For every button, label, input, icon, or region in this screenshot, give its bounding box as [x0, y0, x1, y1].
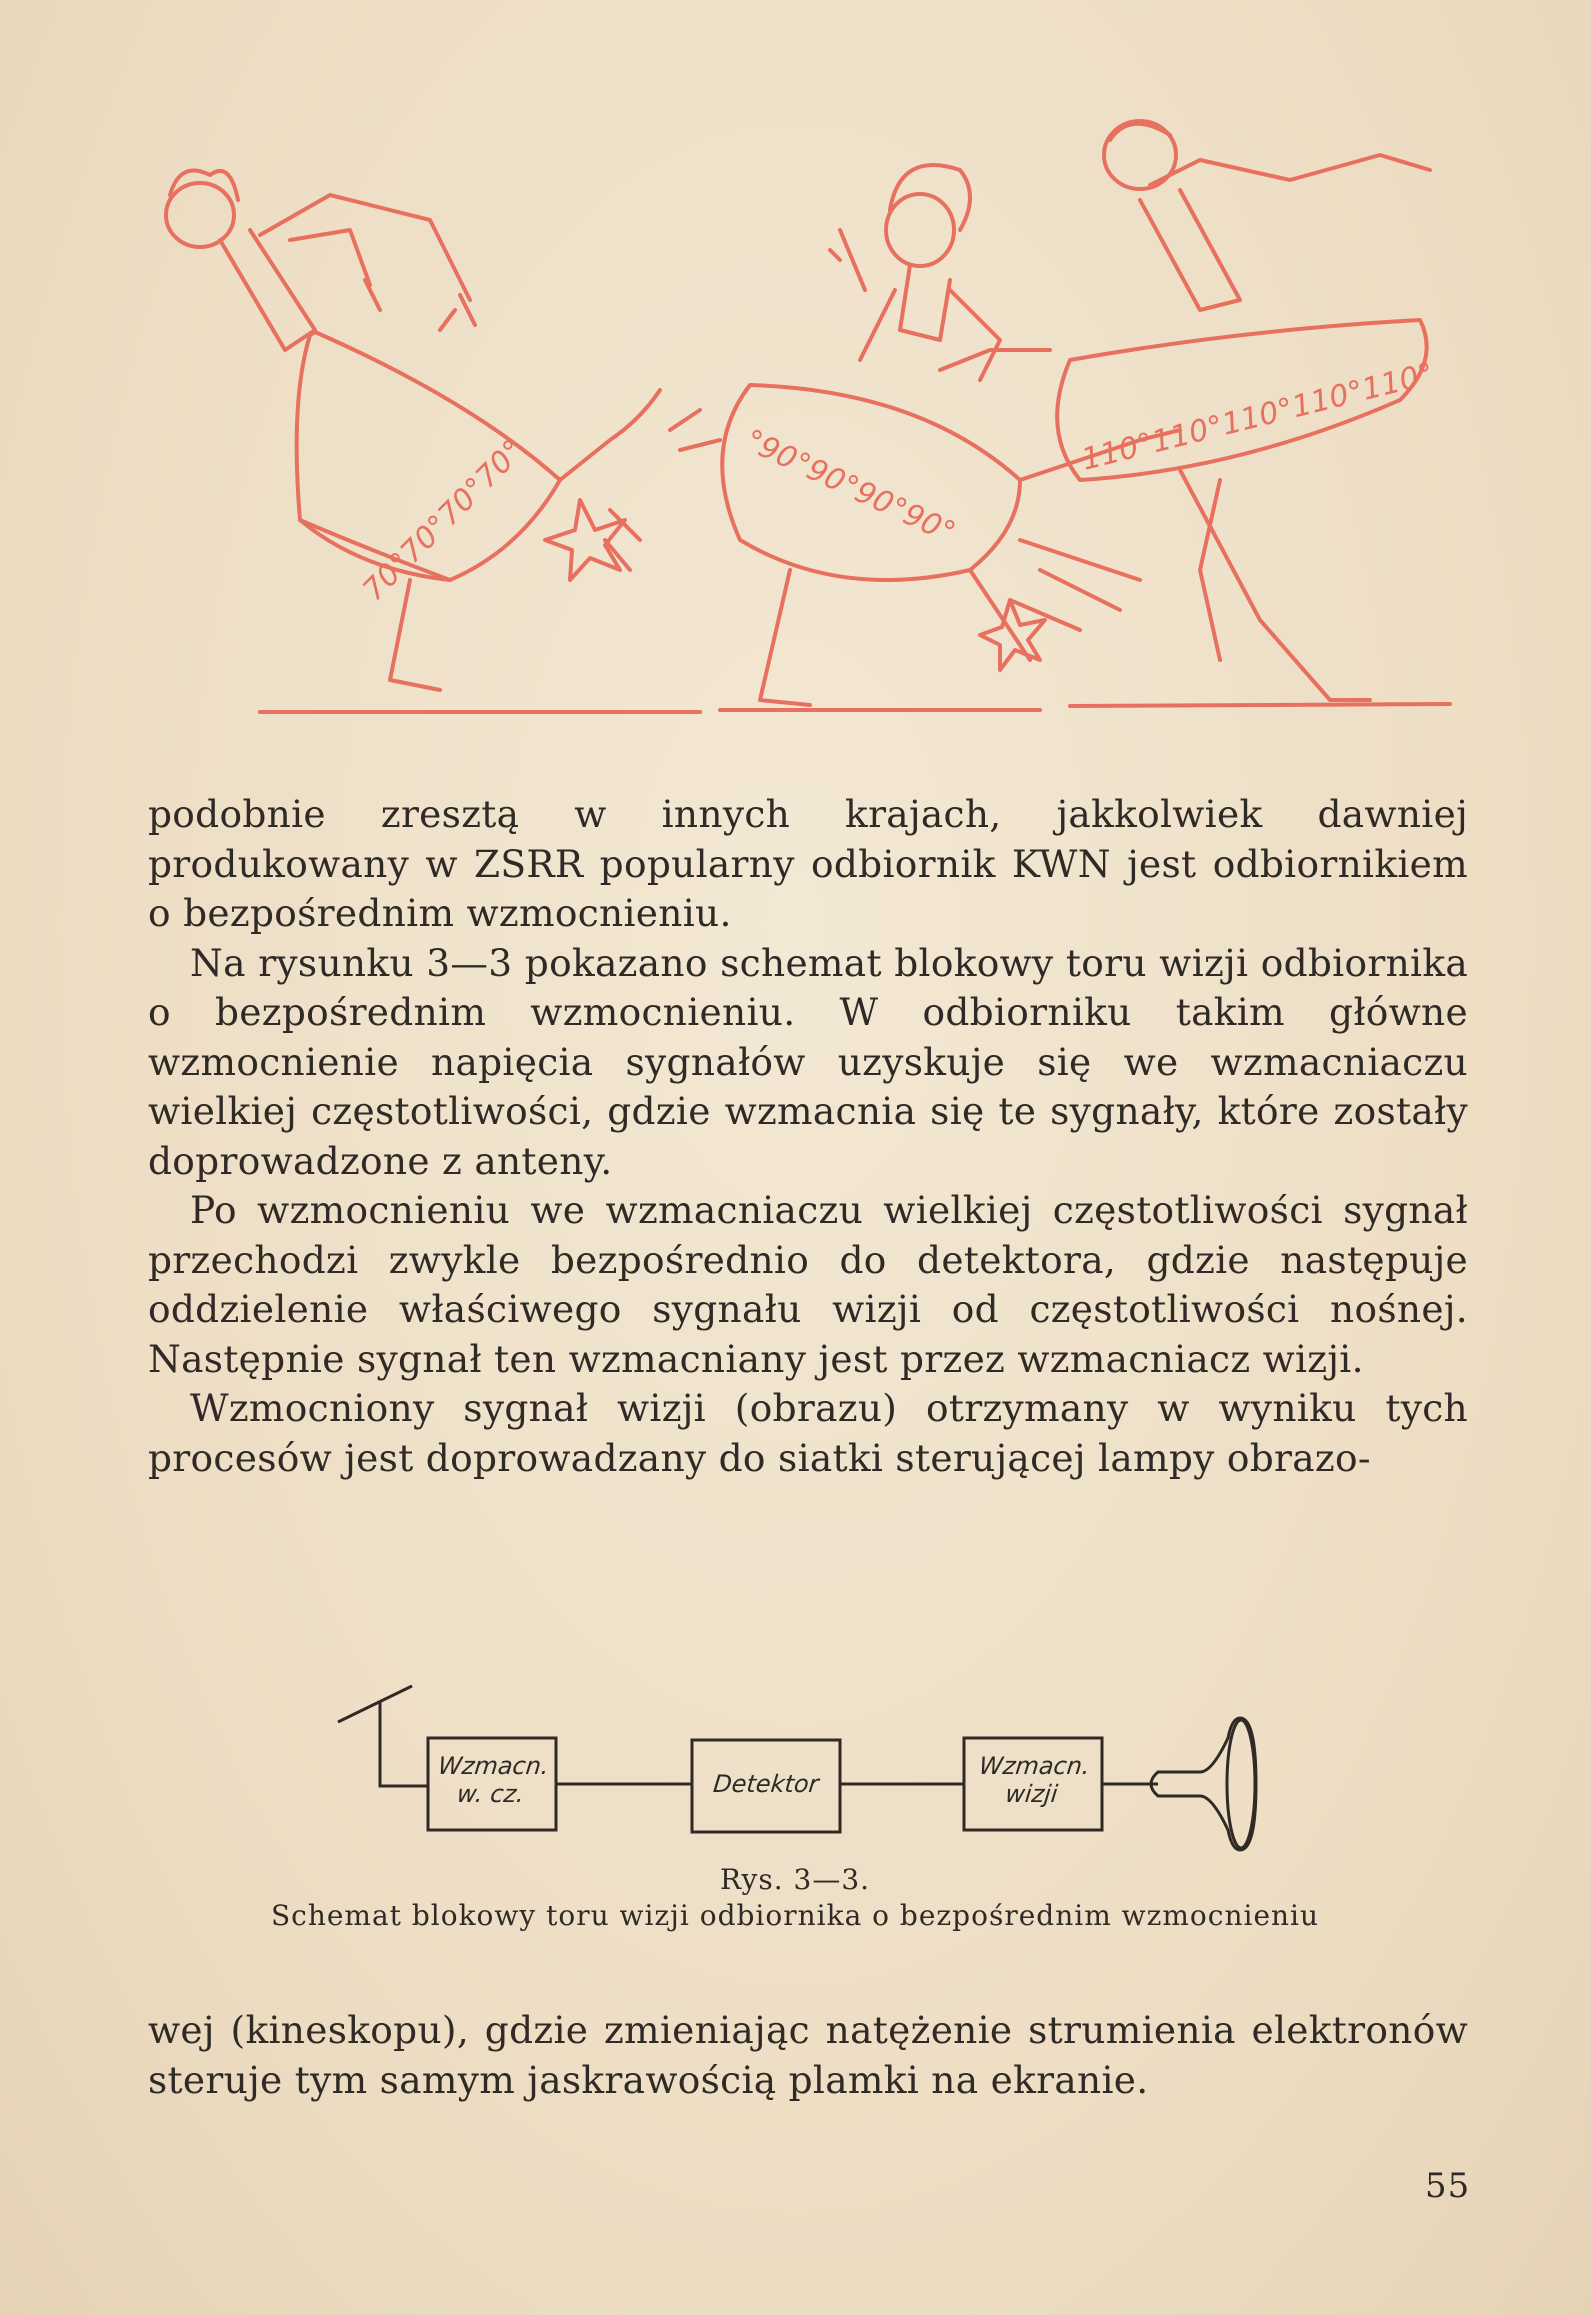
body-text-top — [148, 790, 1468, 1483]
picture-tube-icon — [1151, 1718, 1256, 1850]
figure-caption — [150, 1862, 1440, 1934]
spinner-left-label: 70°70°70°70° — [356, 433, 532, 609]
body-text-bottom — [148, 2006, 1468, 2105]
caption-text: Schemat blokowy toru wizji odbiornika o bezpośrednim wzmocnieniu — [270, 1899, 1320, 1932]
paragraph-3: Po wzmocnieniu we wzmacniaczu wielkiej częstotliwości sygnał przechodzi zwykle bezpośrednio do detektora, gdzie następuje oddzielenie właściwego sygnału wizji od częstotliwości nośnej. Następnie sygnał ten wzmacniany jest przez wzmacniacz wizji. — [148, 1188, 1468, 1381]
paragraph-5: wej (kineskopu), gdzie zmieniając natężenie strumienia elektronów steruje tym samym jaskrawością plamki na ekranie. — [148, 2008, 1468, 2102]
box-video-amplifier-label: Wzmacn. wizji — [977, 1752, 1092, 1808]
caption-label: Rys. 3—3. — [719, 1863, 871, 1896]
illustration-dancing-tops — [140, 100, 1480, 740]
antenna-icon — [338, 1686, 428, 1786]
block-diagram — [320, 1680, 1280, 1870]
box-detector-label: Detektor — [711, 1770, 821, 1798]
spinner-middle-label: °90°90°90°90° — [739, 422, 961, 551]
impact-stars — [545, 500, 1045, 670]
spinner-right-label: 110°110°110°110°110° — [1078, 356, 1438, 478]
paragraph-2: Na rysunku 3—3 pokazano schemat blokowy toru wizji odbiornika o bezpośrednim wzmocnieniu. W odbiorniku takim główne wzmocnienie napięcia sygnałów uzyskuje się we wzmacniaczu wielkiej częstotliwości, gdzie wzmacnia się te sygnały, które zostały doprowadzone z anteny. — [148, 940, 1468, 1183]
page-number: 55 — [1425, 2166, 1471, 2206]
paragraph-1: podobnie zresztą w innych krajach, jakkolwiek dawniej produkowany w ZSRR popularny odbiornik KWN jest odbiornikiem o bezpośrednim wzmocnieniu. — [148, 792, 1468, 935]
paragraph-4: Wzmocniony sygnał wizji (obrazu) otrzymany w wyniku tych procesów jest doprowadzany do siatki sterującej lampy obrazo- — [148, 1386, 1468, 1480]
left-figure — [166, 171, 720, 691]
box-rf-amplifier-label: Wzmacn. w. cz. — [436, 1752, 551, 1808]
ground-lines — [260, 704, 1450, 712]
